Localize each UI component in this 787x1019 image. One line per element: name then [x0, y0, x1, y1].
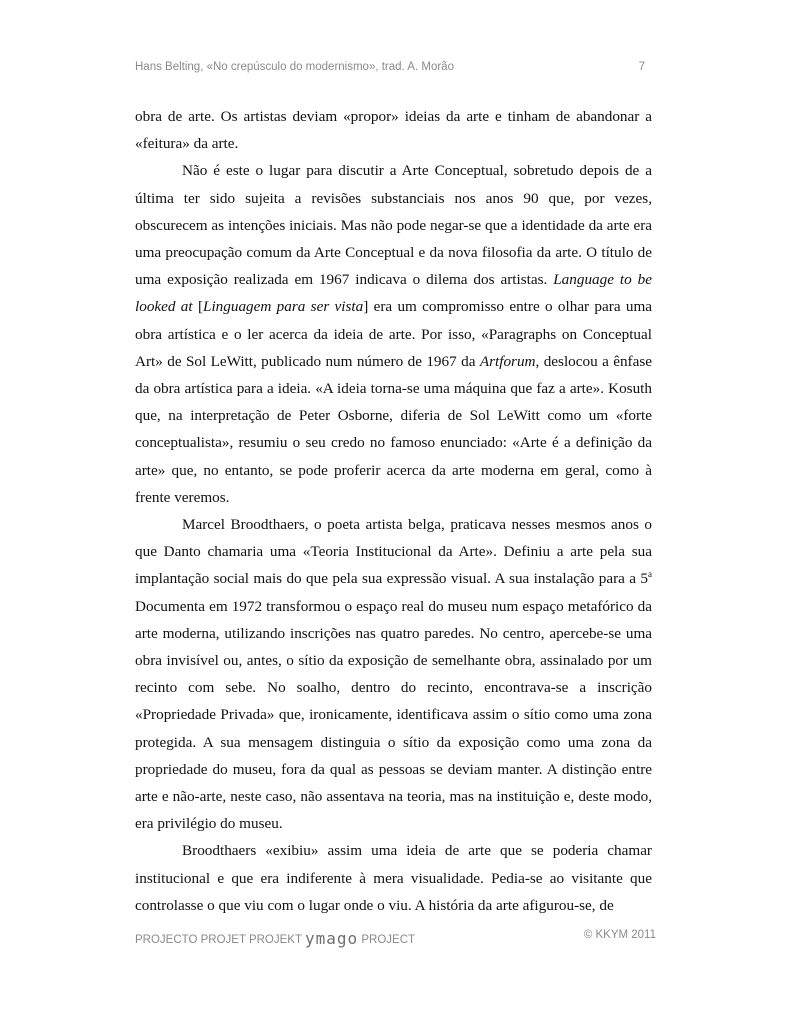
text-run: Documenta em 1972 transformou o espaço real do museu num espaço metafórico da arte moderna, utilizando inscrições nas quatro paredes. No centro, apercebe-se uma obra invisível ou, antes, o sítio da exposição de semelhante obra, assinalado por um recinto com sebe. No soalho, dentro do recinto, encontrava-se a inscrição «Propriedade Privada» que, ironicamente, identificava assim o sítio como uma zona protegida. A sua mensagem distinguia o sítio da exposição como uma zona da propriedade do museu, fora da qual as pessoas se deviam manter. A distinção entre arte e não-arte, neste caso, não assentava na teoria, mas na instituição e, deste modo, era privilégio do museu. — [135, 597, 652, 833]
text-run: obra de arte. Os artistas deviam «propor» ideias da arte e tinham de abandonar a «feitura» da arte. — [135, 108, 652, 153]
italic-title: Artforum — [479, 352, 536, 370]
italic-title: Linguagem para ser vista — [203, 298, 364, 316]
footer-prefix: PROJECTO PROJET PROJEKT — [135, 934, 305, 946]
page-header — [135, 61, 645, 77]
paragraph — [135, 103, 652, 157]
text-run: Não é este o lugar para discutir a Arte Conceptual, sobretudo depois de a última ter sido sujeita a revisões substanciais nos anos 90 que, por vezes, obscurecem as intenções iniciais. Mas não pode negar-se que a identidade da arte era uma preocupação comum da Arte Conceptual e da nova filosofia da arte. O título de uma exposição realizada em 1967 indicava o dilema dos artistas. — [135, 162, 652, 289]
text-run: Marcel Broodthaers, o poeta artista belga, praticava nesses mesmos anos o que Danto chamaria uma «Teoria Institucional da Arte». Definiu a arte pela sua implantação social mais do que pela sua expressão visual. A sua instalação para a 5 — [135, 516, 652, 588]
paragraph — [135, 837, 652, 919]
copyright-notice: © KKYM 2011 — [583, 929, 656, 941]
text-run: Broodthaers «exibiu» assim uma ideia de arte que se poderia chamar institucional e que era indiferente à mera visualidade. Pedia-se ao visitante que controlasse o que viu com o lugar onde o viu. A história da arte afigurou-se, de — [135, 842, 652, 914]
text-run: [ — [192, 298, 203, 316]
page-number: 7 — [638, 61, 645, 73]
text-run: , deslocou a ênfase da obra artística para a ideia. «A ideia torna-se uma máquina que faz a arte». Kosuth que, na interpretação de Peter Osborne, diferia de Sol LeWitt como um «forte conceptualista», resumiu o seu credo no famoso enunciado: «Arte é a definição da arte» que, no entanto, se pode proferir acerca da arte moderna em geral, como à frente veremos. — [135, 352, 652, 506]
body-text — [135, 103, 652, 919]
text-run: ] era um compromisso entre o olhar para uma obra artística e o ler acerca da ideia de arte. Por isso, «Paragraphs on Conceptual Art» de Sol LeWitt, publicado num número de 1967 da — [135, 298, 653, 370]
superscript: a — [648, 569, 652, 580]
page-footer — [135, 929, 656, 947]
paragraph — [135, 157, 652, 511]
running-title: Hans Belting, «No crepúsculo do modernismo», trad. A. Morão — [135, 61, 454, 73]
ymago-logo: ymago — [304, 929, 359, 948]
italic-title: Language to be looked at — [135, 271, 652, 316]
paragraph — [135, 511, 652, 837]
footer-suffix: PROJECT — [358, 934, 416, 946]
footer-project-line — [135, 929, 415, 948]
